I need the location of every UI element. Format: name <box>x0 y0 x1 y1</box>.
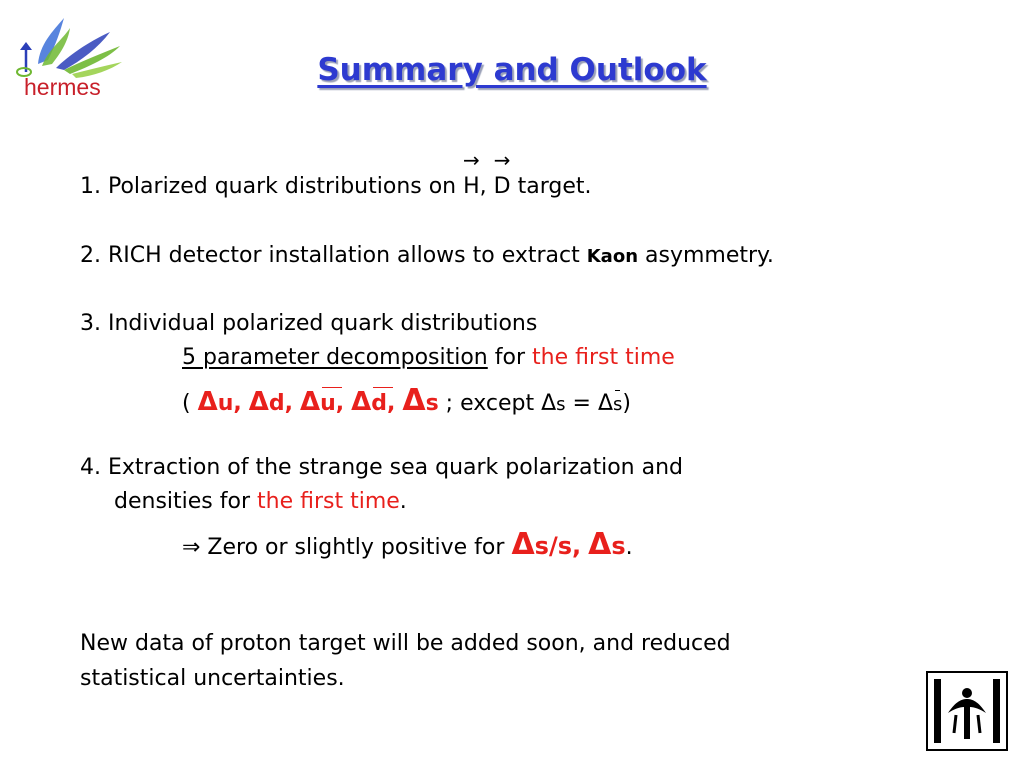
outlook-line2: statistical uncertainties. <box>80 666 345 691</box>
delta-ubar: u, <box>320 391 345 416</box>
first-time-label: the first time <box>532 345 675 370</box>
delta-s: s <box>425 391 439 416</box>
delta-symbol: Δ <box>299 387 321 417</box>
item-1-end: target. <box>510 174 592 199</box>
densities-label: densities for <box>114 489 257 514</box>
delta-symbol: Δ <box>588 527 612 562</box>
h-label: H <box>463 174 480 199</box>
item-2-suffix: asymmetry. <box>638 243 774 268</box>
page-title: Summary and Outlook <box>317 52 707 88</box>
item-3-heading: 3. Individual polarized quark distributions <box>80 311 538 336</box>
item-1-text: 1. Polarized quark distributions on <box>80 174 464 199</box>
item-4-line1: 4. Extraction of the strange sea quark polarization and <box>80 455 684 480</box>
decomposition-label: 5 parameter decomposition <box>182 345 488 370</box>
equals-label: = <box>565 391 598 416</box>
item-2-prefix: 2. RICH detector installation allows to extract <box>80 243 587 268</box>
zero-positive-label: Zero or slightly positive for <box>200 535 512 560</box>
delta-d: d, <box>268 391 293 416</box>
first-time-label: the first time <box>257 489 400 514</box>
implies-icon: ⇒ <box>182 535 201 560</box>
delta-symbol: Δ <box>511 527 535 562</box>
item-4-line3 <box>182 527 633 562</box>
arrow-icon: → <box>462 148 480 172</box>
item-3-distributions <box>182 383 632 418</box>
except-label: ; except <box>438 391 542 416</box>
item-1 <box>80 148 592 199</box>
delta-symbol: Δ <box>597 391 614 416</box>
for-label: for <box>487 345 533 370</box>
delta-symbol: Δ <box>197 387 218 417</box>
delta-s-strange: s <box>611 532 626 560</box>
kaon-label: Kaon <box>586 246 639 267</box>
paren-open: ( <box>182 391 198 416</box>
d-label: D <box>493 174 511 199</box>
delta-symbol: Δ <box>402 383 426 418</box>
period: . <box>399 489 407 514</box>
paren-close: ) <box>622 391 632 416</box>
delta-dbar: d, <box>371 391 396 416</box>
vector-h <box>462 148 480 199</box>
logo-text: hermes <box>24 74 101 100</box>
delta-u: u, <box>217 391 242 416</box>
separator: , <box>479 174 494 199</box>
except-s: s <box>556 394 566 415</box>
delta-symbol: Δ <box>541 391 557 416</box>
ds-over-s: s/s, <box>534 532 582 560</box>
delta-symbol: Δ <box>248 387 269 417</box>
except-sbar: s <box>613 394 623 415</box>
arrow-icon: → <box>493 148 511 172</box>
outlook-line1: New data of proton target will be added soon, and reduced <box>80 631 731 656</box>
university-emblem <box>926 671 1008 751</box>
vector-d <box>493 148 511 199</box>
period: . <box>625 535 633 560</box>
delta-symbol: Δ <box>351 387 372 417</box>
item-4-line2 <box>114 491 407 513</box>
item-3-subline <box>182 347 675 369</box>
item-2 <box>80 245 774 267</box>
university-emblem-icon <box>928 673 1006 749</box>
